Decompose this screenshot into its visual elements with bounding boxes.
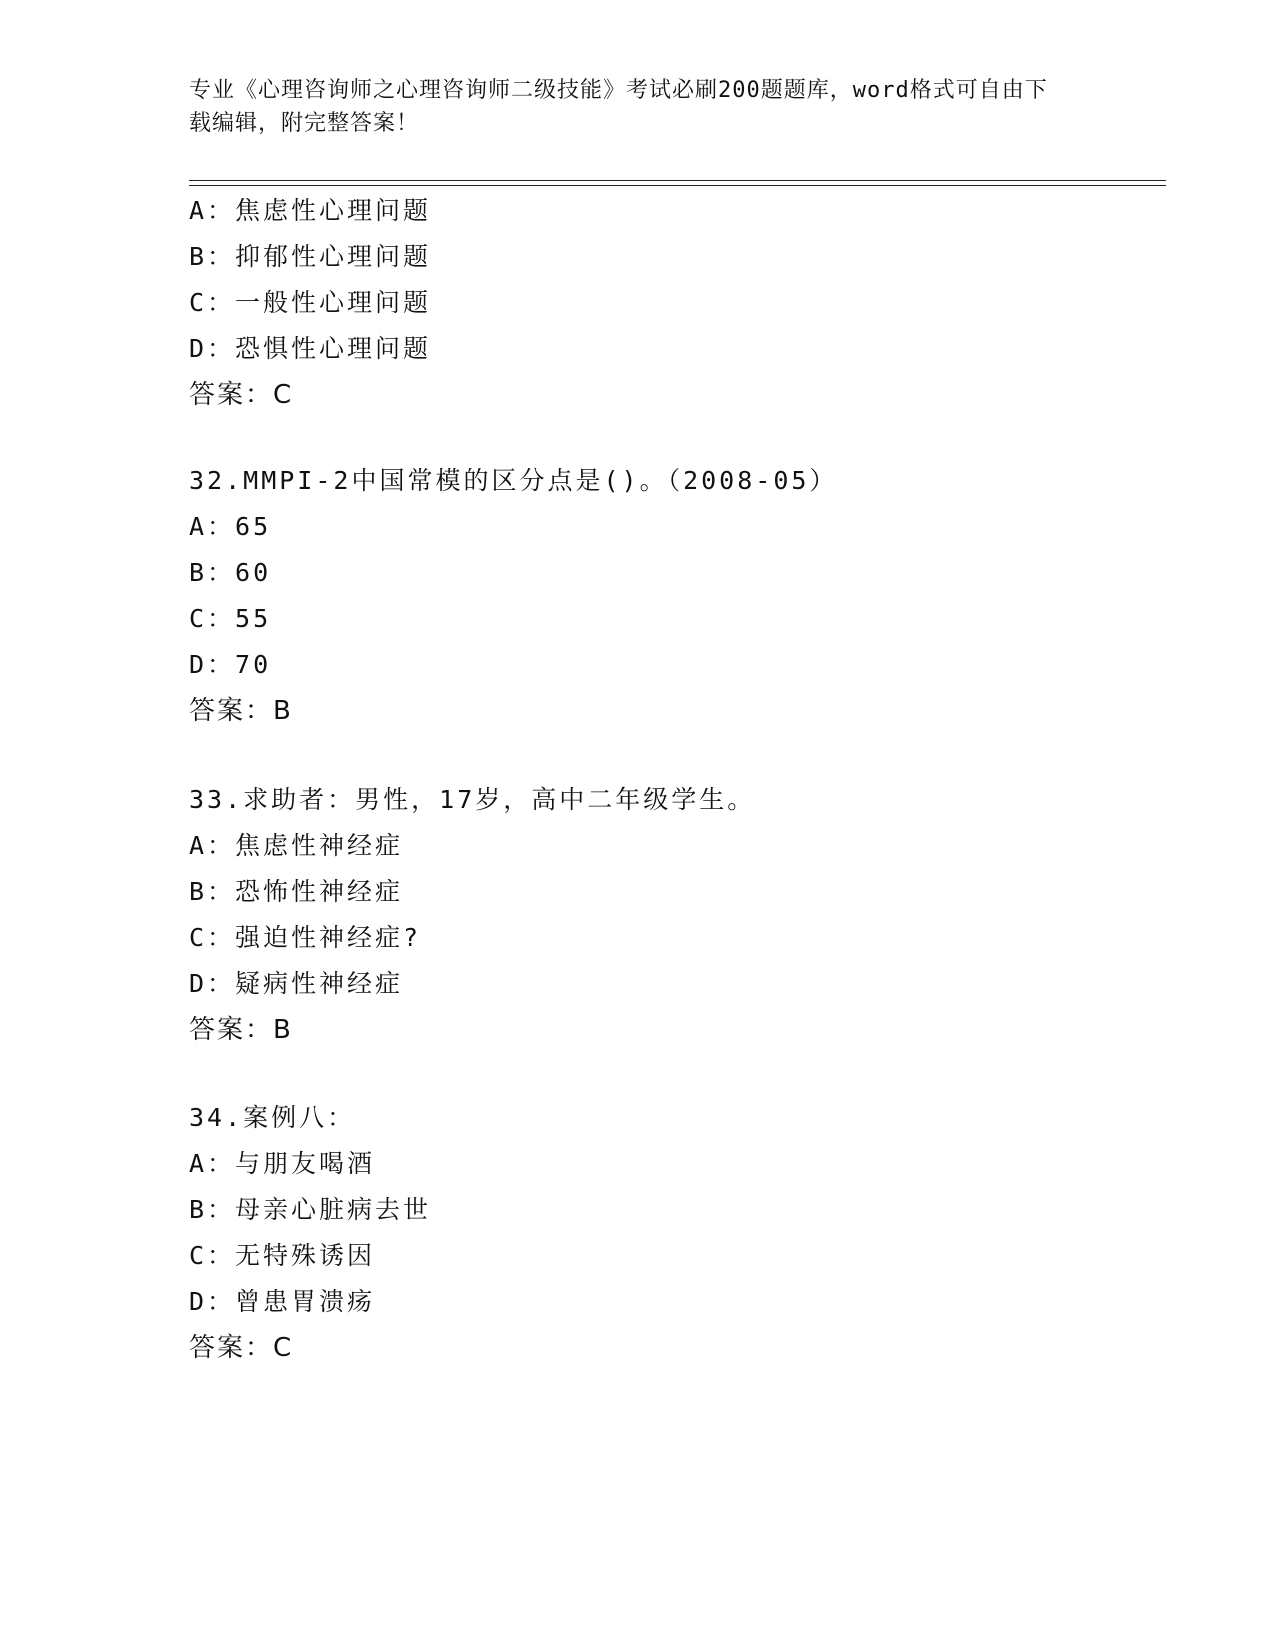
- question-block-32: [189, 458, 1149, 734]
- question-block-33: [189, 777, 1149, 1053]
- option-a: A：焦虑性心理问题: [189, 196, 432, 225]
- question-block-34: [189, 1095, 1149, 1371]
- answer-line: 答案：C: [189, 1333, 294, 1363]
- answer-line: 答案：C: [189, 380, 294, 410]
- option-d: D：70: [189, 650, 272, 679]
- answer-line: 答案：B: [189, 696, 293, 726]
- question-text: 33.求助者：男性，17岁，高中二年级学生。: [189, 785, 756, 814]
- question-text: 32.MMPI-2中国常模的区分点是()。（2008-05）: [189, 466, 838, 495]
- question-block-31: [189, 188, 1149, 418]
- option-c: C：无特殊诱因: [189, 1241, 376, 1270]
- option-d: D：恐惧性心理问题: [189, 334, 432, 363]
- header-rule-bottom: [189, 185, 1166, 186]
- answer-line: 答案：B: [189, 1015, 293, 1045]
- header-rule-top: [189, 180, 1166, 181]
- option-b: B：母亲心脏病去世: [189, 1195, 432, 1224]
- option-b: B：抑郁性心理问题: [189, 242, 432, 271]
- option-c: C：55: [189, 604, 272, 633]
- question-text: 34.案例八：: [189, 1103, 356, 1132]
- page-header: 专业《心理咨询师之心理咨询师二级技能》考试必刷200题题库，word格式可自由下载编辑，附完整答案！: [189, 78, 1048, 136]
- option-a: A：65: [189, 512, 272, 541]
- option-b: B：恐怖性神经症: [189, 877, 404, 906]
- option-d: D：曾患胃溃疡: [189, 1287, 376, 1316]
- option-c: C：强迫性神经症?: [189, 923, 422, 952]
- option-c: C：一般性心理问题: [189, 288, 432, 317]
- option-d: D：疑病性神经症: [189, 969, 404, 998]
- option-b: B：60: [189, 558, 272, 587]
- option-a: A：与朋友喝酒: [189, 1149, 376, 1178]
- option-a: A：焦虑性神经症: [189, 831, 404, 860]
